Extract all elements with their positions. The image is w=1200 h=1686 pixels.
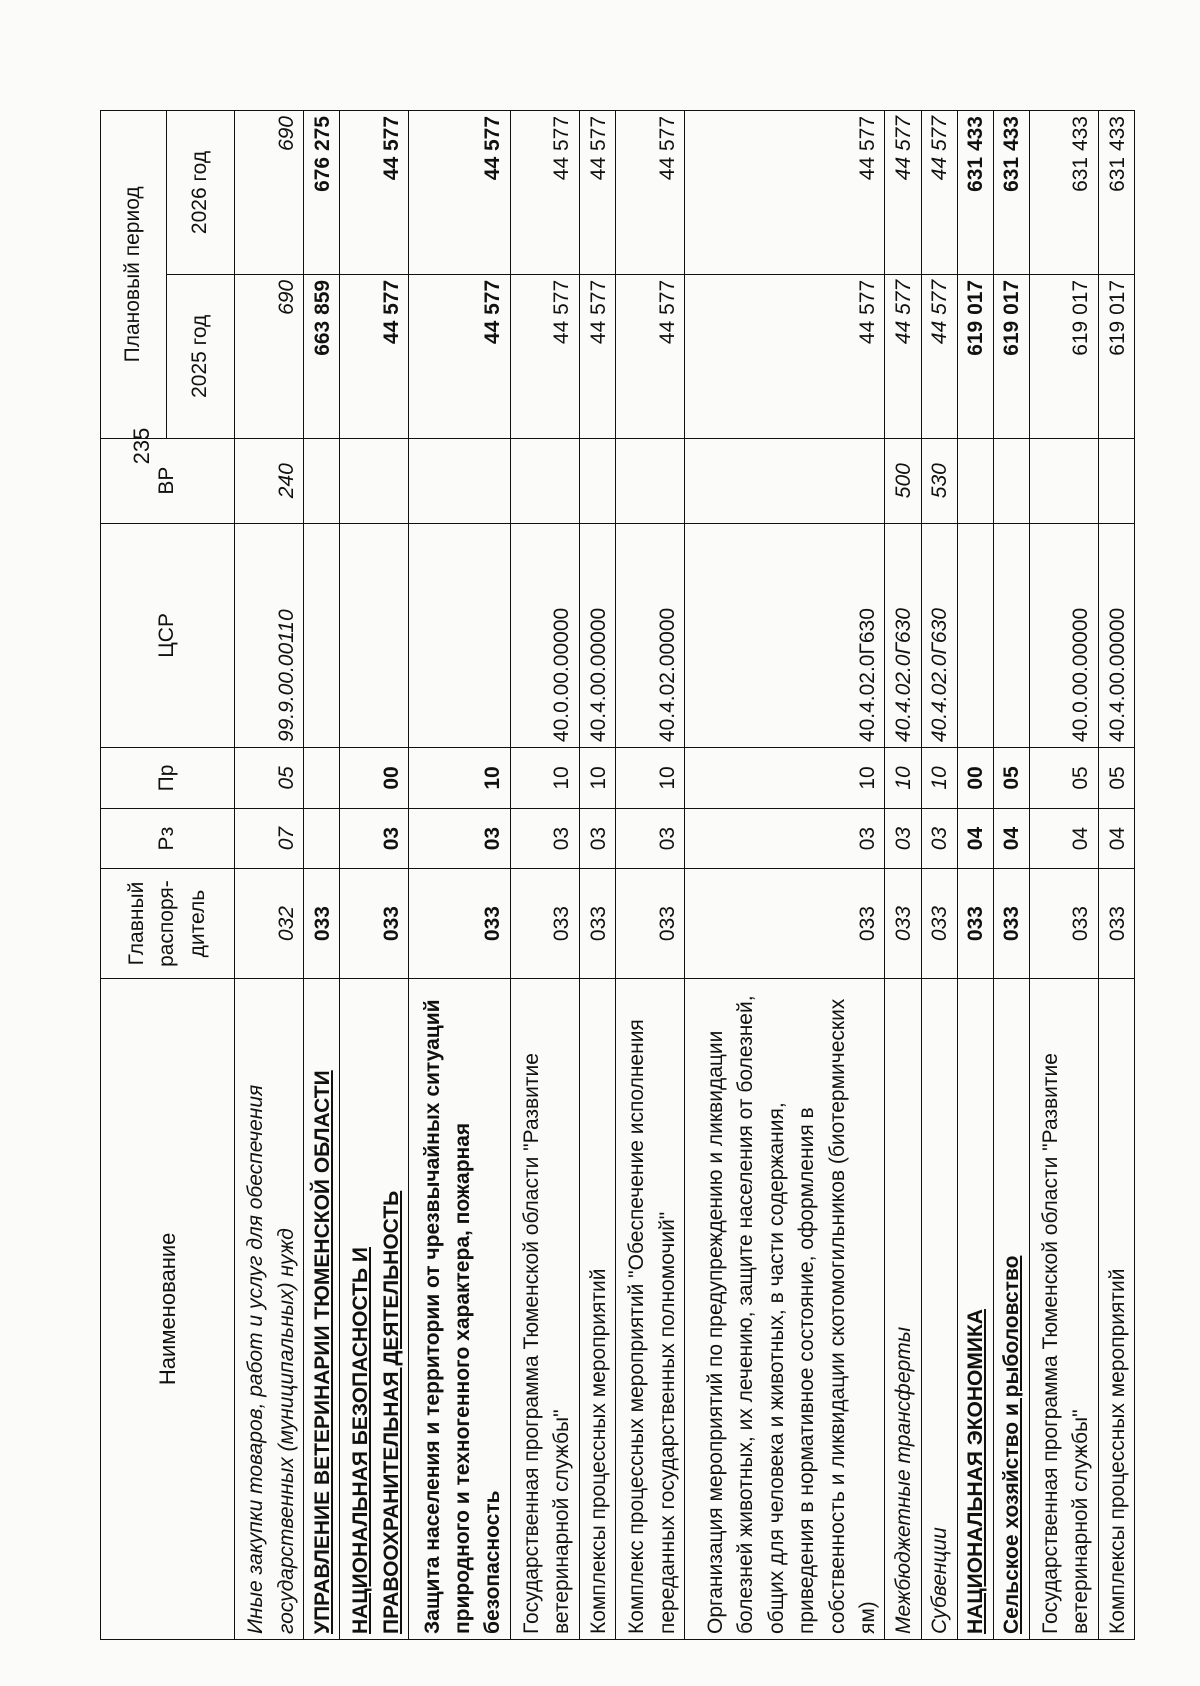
- row-chief-manager: 033: [303, 869, 339, 978]
- row-csr: 99.9.00.00110: [235, 523, 304, 747]
- row-value-2026: 631 433: [1029, 111, 1098, 275]
- row-csr: 40.4.02.0Г630: [684, 523, 884, 747]
- row-name-text: Организация мероприятий по предупреждению и ликвидации болезней животных, их лечению, защите населения от болезней, общих для человека и животных, в части содержания, приведения в нормативное состояние, оформления в собственность и ликвидации скотомогильников (биотермических ям): [703, 995, 879, 1634]
- page-number: 235: [129, 427, 154, 465]
- table-row: [957, 111, 993, 1640]
- row-vr: 530: [921, 438, 957, 523]
- row-rz: 03: [340, 808, 409, 869]
- row-vr: [957, 438, 993, 523]
- row-chief-manager: 033: [510, 869, 579, 978]
- row-value-2026: 44 577: [684, 111, 884, 275]
- table-row: [615, 111, 684, 1640]
- row-name-text: Сельское хозяйство и рыболовство: [1000, 1255, 1024, 1634]
- row-name-text: Иные закупки товаров, работ и услуг для обеспечения государственных (муниципальных) нужд: [244, 1084, 298, 1634]
- header-year-2025: 2025 год: [167, 274, 235, 438]
- row-value-2026: 44 577: [409, 111, 511, 275]
- row-csr: 40.4.00.00000: [579, 523, 615, 747]
- table-row: [340, 111, 409, 1640]
- row-chief-manager: 033: [1029, 869, 1098, 978]
- row-pr: 10: [615, 748, 684, 809]
- row-name-text: Межбюджетные трансферты: [892, 1326, 916, 1634]
- row-name: [510, 978, 579, 1639]
- row-name-text: Комплексы процессных мероприятий: [1105, 1268, 1129, 1634]
- row-vr: [1098, 438, 1134, 523]
- row-csr: [340, 523, 409, 747]
- row-value-2026: 44 577: [885, 111, 921, 275]
- header-rz: Рз: [101, 808, 235, 869]
- row-rz: 03: [579, 808, 615, 869]
- row-csr: 40.4.00.00000: [1098, 523, 1134, 747]
- row-value-2026: 631 433: [957, 111, 993, 275]
- row-rz: 04: [1098, 808, 1134, 869]
- row-chief-manager: 032: [235, 869, 304, 978]
- row-pr: 05: [1029, 748, 1098, 809]
- row-chief-manager: 033: [409, 869, 511, 978]
- row-csr: [303, 523, 339, 747]
- row-name-text: Комплекс процессных мероприятий "Обеспечение исполнения переданных государственных полномочий": [625, 1019, 679, 1634]
- row-rz: 03: [409, 808, 511, 869]
- row-value-2025: 44 577: [615, 274, 684, 438]
- row-pr: 10: [579, 748, 615, 809]
- row-name: [235, 978, 304, 1639]
- row-value-2025: 44 577: [409, 274, 511, 438]
- row-chief-manager: 033: [340, 869, 409, 978]
- row-name: [615, 978, 684, 1639]
- row-value-2025: 619 017: [1098, 274, 1134, 438]
- row-vr: [1029, 438, 1098, 523]
- row-value-2025: 44 577: [340, 274, 409, 438]
- row-value-2025: 44 577: [921, 274, 957, 438]
- row-chief-manager: 033: [921, 869, 957, 978]
- table-row: [303, 111, 339, 1640]
- budget-table: [100, 110, 1135, 1640]
- table-row: [409, 111, 511, 1640]
- row-name: [340, 978, 409, 1639]
- table-row: [684, 111, 884, 1640]
- row-value-2025: 619 017: [957, 274, 993, 438]
- row-name: [993, 978, 1029, 1639]
- row-csr: [409, 523, 511, 747]
- table-row: [885, 111, 921, 1640]
- row-value-2026: 676 275: [303, 111, 339, 275]
- row-rz: 03: [885, 808, 921, 869]
- row-name-text: НАЦИОНАЛЬНАЯ ЭКОНОМИКА: [964, 1309, 988, 1634]
- row-value-2025: 44 577: [885, 274, 921, 438]
- row-rz: 07: [235, 808, 304, 869]
- header-pr: Пр: [101, 748, 235, 809]
- row-name: [885, 978, 921, 1639]
- row-vr: [993, 438, 1029, 523]
- header-csr: ЦСР: [101, 523, 235, 747]
- table-row: [1029, 111, 1098, 1640]
- table-row: [993, 111, 1029, 1640]
- header-manager-line2: распоря-: [155, 880, 179, 967]
- row-vr: [409, 438, 511, 523]
- header-chief-manager: [101, 869, 235, 978]
- row-pr: 10: [409, 748, 511, 809]
- row-name: [1098, 978, 1134, 1639]
- rotated-budget-table-container: [100, 110, 1135, 1640]
- row-rz: 04: [993, 808, 1029, 869]
- row-name-text: Государственная программа Тюменской области "Развитие ветеринарной службы": [519, 1053, 574, 1634]
- row-name: [921, 978, 957, 1639]
- row-rz: [303, 808, 339, 869]
- row-rz: 03: [510, 808, 579, 869]
- row-value-2025: 619 017: [1029, 274, 1098, 438]
- row-name: [409, 978, 511, 1639]
- row-value-2026: 44 577: [921, 111, 957, 275]
- table-row: [235, 111, 304, 1640]
- row-csr: 40.4.02.0Г630: [885, 523, 921, 747]
- row-name-text: НАЦИОНАЛЬНАЯ БЕЗОПАСНОСТЬ И ПРАВООХРАНИТЕЛЬНАЯ ДЕЯТЕЛЬНОСТЬ: [349, 1190, 403, 1634]
- table-row: [921, 111, 957, 1640]
- header-vr: ВР: [101, 438, 235, 523]
- row-vr: [340, 438, 409, 523]
- row-value-2026: 44 577: [510, 111, 579, 275]
- header-manager-line1: Главный: [124, 881, 148, 966]
- row-chief-manager: 033: [1098, 869, 1134, 978]
- row-value-2026: 44 577: [340, 111, 409, 275]
- row-value-2026: 690: [235, 111, 304, 275]
- row-value-2025: 44 577: [579, 274, 615, 438]
- row-pr: [303, 748, 339, 809]
- row-csr: [993, 523, 1029, 747]
- row-chief-manager: 033: [615, 869, 684, 978]
- row-value-2025: 44 577: [684, 274, 884, 438]
- table-body: [235, 111, 1135, 1640]
- table-row: [1098, 111, 1134, 1640]
- row-pr: 10: [510, 748, 579, 809]
- row-name: [303, 978, 339, 1639]
- header-manager-line3: дитель: [185, 889, 209, 958]
- row-pr: 10: [885, 748, 921, 809]
- row-name-text: Защита населения и территории от чрезвычайных ситуаций природного и техногенного характера, пожарная безопасность: [420, 999, 505, 1634]
- row-csr: 40.0.00.00000: [510, 523, 579, 747]
- row-chief-manager: 033: [993, 869, 1029, 978]
- table-row: [510, 111, 579, 1640]
- header-name: Наименование: [101, 978, 235, 1639]
- header-year-2026: 2026 год: [167, 111, 235, 275]
- row-rz: 03: [615, 808, 684, 869]
- row-rz: 04: [1029, 808, 1098, 869]
- row-rz: 03: [684, 808, 884, 869]
- row-pr: 10: [684, 748, 884, 809]
- row-chief-manager: 033: [957, 869, 993, 978]
- table-row: [579, 111, 615, 1640]
- row-pr: 00: [340, 748, 409, 809]
- row-vr: [579, 438, 615, 523]
- row-name-text: УПРАВЛЕНИЕ ВЕТЕРИНАРИИ ТЮМЕНСКОЙ ОБЛАСТИ: [310, 1070, 334, 1634]
- row-name: [684, 978, 884, 1639]
- row-pr: 00: [957, 748, 993, 809]
- row-vr: 240: [235, 438, 304, 523]
- row-csr: 40.0.00.00000: [1029, 523, 1098, 747]
- row-value-2026: 44 577: [615, 111, 684, 275]
- row-rz: 03: [921, 808, 957, 869]
- row-vr: [303, 438, 339, 523]
- row-csr: 40.4.02.00000: [615, 523, 684, 747]
- row-name-text: Государственная программа Тюменской области "Развитие ветеринарной службы": [1038, 1053, 1093, 1634]
- row-value-2025: 44 577: [510, 274, 579, 438]
- row-value-2025: 663 859: [303, 274, 339, 438]
- row-value-2026: 631 433: [1098, 111, 1134, 275]
- row-vr: 500: [885, 438, 921, 523]
- row-name: [579, 978, 615, 1639]
- row-vr: [510, 438, 579, 523]
- row-name: [957, 978, 993, 1639]
- row-pr: 05: [1098, 748, 1134, 809]
- row-vr: [684, 438, 884, 523]
- row-chief-manager: 033: [579, 869, 615, 978]
- row-csr: 40.4.02.0Г630: [921, 523, 957, 747]
- row-value-2025: 619 017: [993, 274, 1029, 438]
- row-value-2026: 631 433: [993, 111, 1029, 275]
- row-rz: 04: [957, 808, 993, 869]
- row-pr: 05: [993, 748, 1029, 809]
- row-csr: [957, 523, 993, 747]
- row-value-2025: 690: [235, 274, 304, 438]
- row-chief-manager: 033: [885, 869, 921, 978]
- row-name-text: Комплексы процессных мероприятий: [586, 1268, 610, 1634]
- row-value-2026: 44 577: [579, 111, 615, 275]
- header-planned-period: Плановый период: [101, 111, 167, 439]
- row-name: [1029, 978, 1098, 1639]
- row-name-text: Субвенции: [928, 1527, 952, 1634]
- row-vr: [615, 438, 684, 523]
- row-pr: 10: [921, 748, 957, 809]
- row-chief-manager: 033: [684, 869, 884, 978]
- row-pr: 05: [235, 748, 304, 809]
